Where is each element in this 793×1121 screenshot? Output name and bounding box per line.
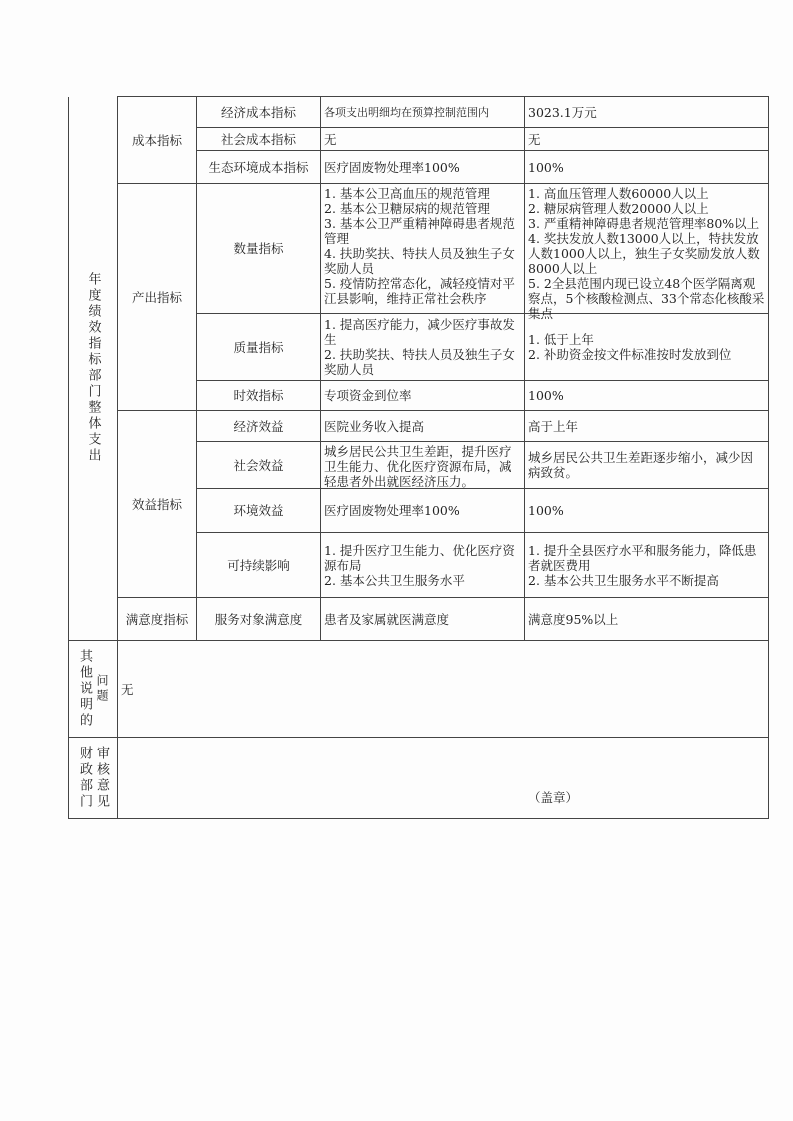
target-text: 医院业务收入提高: [324, 418, 425, 434]
target-cell: [321, 314, 525, 381]
indicator: 生态环境成本指标: [197, 151, 321, 184]
actual-cell: [525, 442, 769, 489]
target-cell: [321, 411, 525, 442]
category-cost: 成本指标: [118, 97, 197, 184]
actual-cell: [525, 128, 769, 151]
target-text: 各项支出明细均在预算控制范围内: [324, 105, 489, 119]
target-cell: [321, 442, 525, 489]
indicator: 数量指标: [197, 184, 321, 314]
other-notes-text: 无: [121, 681, 134, 697]
actual-text: 城乡居民公共卫生差距逐步缩小，减少因病致贫。: [528, 450, 754, 480]
target-text: 医疗固废物处理率100%: [324, 503, 460, 518]
actual-text: 1. 高血压管理人数60000人以上 2. 糖尿病管理人数20000人以上 3. 严重精神障碍患者规范管理率80%以上 4. 奖扶发放人数13000人以上，特扶发放人数1000人以上，独生子女奖励发放人数8000人以上 5. 2全县范围内现已设立48个医学隔离观察点，5个核酸检测点、33个常态化核酸采集点: [528, 185, 765, 321]
other-notes-label-a: 其他说明的: [77, 649, 92, 729]
target-cell: [321, 128, 525, 151]
indicator: 环境效益: [197, 489, 321, 533]
actual-text: 1. 提升全县医疗水平和服务能力，降低患者就医费用 2. 基本公共卫生服务水平不断提高: [528, 542, 757, 588]
target-cell: [321, 184, 525, 314]
target-text: 无: [324, 131, 337, 147]
category-output: 产出指标: [118, 184, 197, 411]
indicator: 可持续影响: [197, 533, 321, 598]
section-label-text: 年度绩效指标部门整体支出: [85, 272, 101, 465]
actual-text: 3023.1万元: [528, 104, 597, 120]
other-notes-label-b: 问题: [95, 674, 109, 704]
actual-text: 100%: [528, 388, 564, 403]
category-benefit: 效益指标: [118, 411, 197, 598]
category-satisfaction: 满意度指标: [118, 598, 197, 641]
performance-table: [68, 96, 769, 819]
finance-label-b: 审核意见: [94, 746, 109, 810]
actual-text: 100%: [528, 159, 564, 175]
actual-text: 100%: [528, 503, 564, 518]
other-notes-label: [69, 641, 118, 738]
actual-text: 满意度95%以上: [528, 611, 619, 627]
target-cell: [321, 533, 525, 598]
target-text: 城乡居民公共卫生差距，提升医疗卫生能力、优化医疗资源布局，减轻患者外出就医经济压力。: [324, 443, 512, 489]
actual-cell: [525, 533, 769, 598]
actual-cell: [525, 314, 769, 381]
target-cell: [321, 97, 525, 128]
actual-cell: [525, 184, 769, 321]
actual-text: 无: [528, 131, 541, 147]
target-cell: [321, 598, 525, 641]
actual-text: 高于上年: [528, 418, 579, 434]
target-cell: [321, 151, 525, 184]
indicator: 质量指标: [197, 314, 321, 381]
finance-label-a: 财政部门: [77, 746, 92, 810]
finance-review-label: [69, 738, 118, 819]
actual-cell: [525, 151, 769, 184]
indicator: 社会效益: [197, 442, 321, 489]
indicator: 经济成本指标: [197, 97, 321, 128]
target-text: 1. 基本公卫高血压的规范管理 2. 基本公卫糖尿病的规范管理 3. 基本公卫严重精神障碍患者规范管理 4. 扶助奖扶、特扶人员及独生子女奖励人员 5. 疫情防控常态化，减轻疫情对平江县影响，维持正常社会秩序: [324, 185, 515, 306]
indicator: 时效指标: [197, 381, 321, 411]
actual-cell: [525, 381, 769, 411]
finance-review-value: [118, 738, 769, 819]
actual-cell: [525, 97, 769, 128]
target-cell: [321, 489, 525, 533]
target-text: 1. 提升医疗卫生能力、优化医疗资源布局 2. 基本公共卫生服务水平: [324, 542, 515, 588]
indicator: 服务对象满意度: [197, 598, 321, 641]
actual-text: 1. 低于上年 2. 补助资金按文件标准按时发放到位: [528, 332, 732, 362]
indicator: 经济效益: [197, 411, 321, 442]
indicator: 社会成本指标: [197, 128, 321, 151]
other-notes-value: [118, 641, 769, 738]
target-text: 患者及家属就医满意度: [324, 611, 450, 627]
actual-cell: [525, 411, 769, 442]
seal-note: （盖章）: [528, 790, 579, 805]
target-text: 医疗固废物处理率100%: [324, 159, 460, 175]
target-cell: [321, 381, 525, 411]
target-text: 专项资金到位率: [324, 388, 412, 403]
actual-cell: [525, 489, 769, 533]
target-text: 1. 提高医疗能力，减少医疗事故发生 2. 扶助奖扶、特扶人员及独生子女奖励人员: [324, 317, 515, 377]
actual-cell: [525, 598, 769, 641]
section-label: [69, 97, 118, 641]
